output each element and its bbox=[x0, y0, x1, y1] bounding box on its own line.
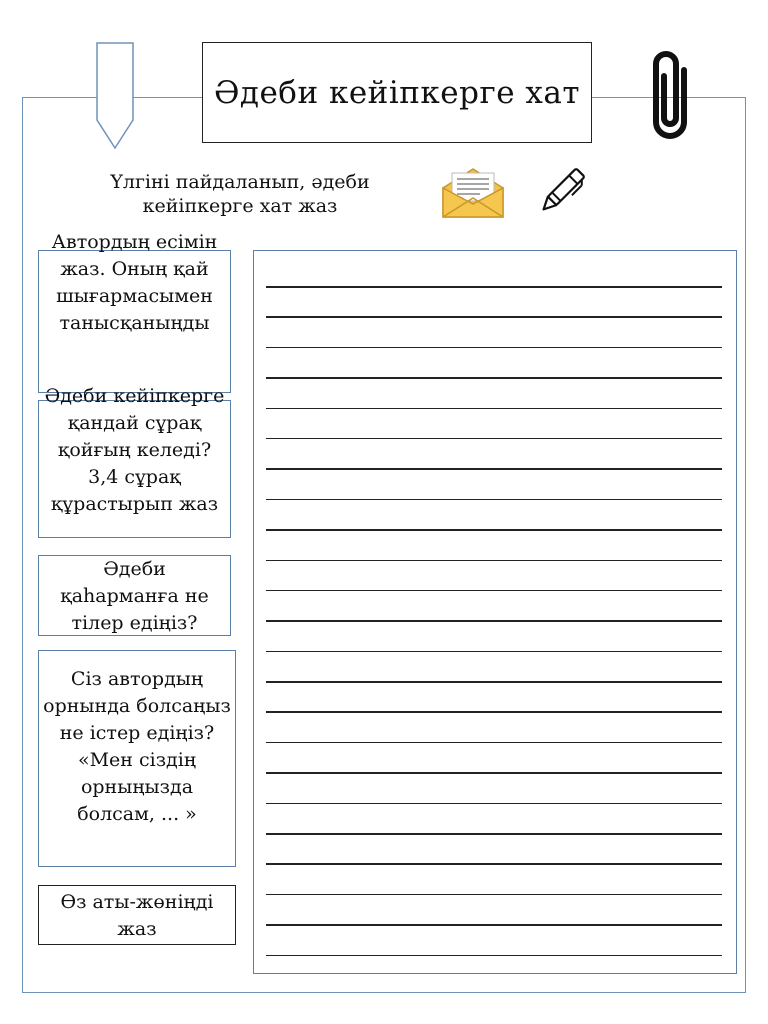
writing-line bbox=[266, 590, 722, 592]
writing-line bbox=[266, 620, 722, 622]
writing-line bbox=[266, 863, 722, 865]
writing-line bbox=[266, 711, 722, 713]
prompt-wishes-text: Әдеби қаһарманға не тілер едіңіз? bbox=[60, 558, 209, 634]
prompt-questions-text: Әдеби кейіпкерге қандай сұрақ қойғың келеді? 3,4 сұрақ құрастырып жаз bbox=[44, 385, 225, 515]
prompt-author-place bbox=[38, 650, 236, 867]
writing-line bbox=[266, 560, 722, 562]
writing-line bbox=[266, 772, 722, 774]
prompt-author-name-text: Автордың есімін жаз. Оның қай шығармасымен танысқаныңды bbox=[51, 231, 218, 334]
writing-line bbox=[266, 408, 722, 410]
writing-line bbox=[266, 833, 722, 835]
page-title bbox=[202, 42, 592, 143]
writing-line bbox=[266, 742, 722, 744]
prompt-your-name bbox=[38, 885, 236, 945]
envelope-letter-icon bbox=[440, 166, 506, 220]
writing-line bbox=[266, 377, 722, 379]
writing-line bbox=[266, 955, 722, 957]
paperclip-icon bbox=[640, 46, 700, 144]
writing-line bbox=[266, 316, 722, 318]
pen-icon bbox=[534, 163, 590, 219]
page-title-text: Әдеби кейіпкерге хат bbox=[213, 74, 581, 111]
prompt-your-name-text: Өз аты-жөніңді жаз bbox=[60, 891, 214, 940]
bookmark-icon bbox=[96, 42, 134, 150]
writing-line bbox=[266, 803, 722, 805]
writing-line bbox=[266, 529, 722, 531]
writing-line bbox=[266, 651, 722, 653]
prompt-author-place-text: Сіз автордың орнында болсаңыз не істер едіңіз? «Мен сіздің орныңызда болсам, ... » bbox=[43, 668, 231, 825]
prompt-questions bbox=[38, 385, 231, 538]
prompt-wishes bbox=[38, 555, 231, 636]
instruction-text: Үлгіні пайдаланып, әдеби кейіпкерге хат жаз bbox=[110, 171, 370, 217]
writing-line bbox=[266, 499, 722, 501]
prompt-author-name bbox=[38, 231, 231, 393]
writing-line bbox=[266, 924, 722, 926]
writing-line bbox=[266, 894, 722, 896]
writing-line bbox=[266, 438, 722, 440]
writing-line bbox=[266, 681, 722, 683]
writing-lines bbox=[266, 286, 722, 985]
writing-area[interactable] bbox=[253, 250, 737, 974]
writing-line bbox=[266, 468, 722, 470]
writing-line bbox=[266, 347, 722, 349]
writing-line bbox=[266, 286, 722, 288]
